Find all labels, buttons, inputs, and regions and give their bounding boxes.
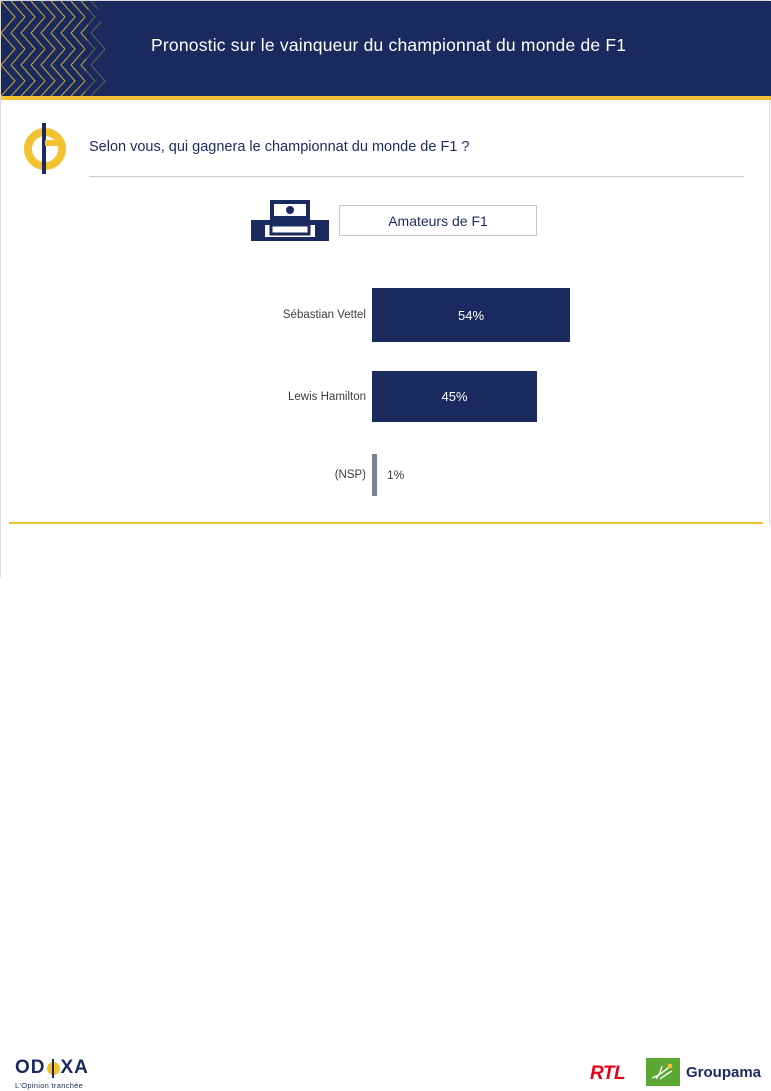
header-chevron-pattern-icon <box>1 1 121 96</box>
groupama-leaf-glyph-icon <box>646 1058 680 1086</box>
table-row <box>1 454 771 496</box>
groupama-leaf-icon <box>646 1058 680 1086</box>
bar-category-label: Lewis Hamilton <box>288 390 366 403</box>
odoxa-tagline: L'Opinion tranchée <box>15 1081 84 1090</box>
bar-chart <box>1 276 771 516</box>
groupama-logo <box>646 1058 761 1086</box>
rtl-logo: RTL <box>590 1063 626 1084</box>
bar-category-label: (NSP) <box>334 469 366 481</box>
footer <box>1 524 771 1090</box>
segment-label: Amateurs de F1 <box>388 212 488 229</box>
page-title: Pronostic sur le vainqueur du championnat du monde de F1 <box>151 35 627 55</box>
bar-track <box>372 454 702 496</box>
odoxa-wordmark <box>15 1057 195 1079</box>
podium-icon <box>247 198 333 243</box>
header-banner <box>1 1 771 96</box>
bar-value-label: 1% <box>387 468 405 482</box>
bar-fill: 45% <box>372 371 537 422</box>
table-row <box>1 288 771 342</box>
question-divider <box>89 176 744 177</box>
header-gold-rule <box>1 96 771 100</box>
bar-track <box>372 371 702 422</box>
odoxa-dot-icon <box>47 1062 60 1075</box>
bar-track <box>372 288 702 342</box>
bar-fill <box>372 454 377 496</box>
odoxa-logo <box>15 1057 195 1090</box>
table-row <box>1 371 771 422</box>
question-text: Selon vous, qui gagnera le championnat du monde de F1 ? <box>89 139 470 155</box>
odoxa-word-part1: OD <box>15 1057 46 1078</box>
bar-category-label: Sébastian Vettel <box>282 309 366 321</box>
odoxa-word-part2: XA <box>60 1057 89 1078</box>
segment-label-box <box>339 205 537 236</box>
odoxa-o-icon <box>21 121 69 176</box>
bar-fill: 54% <box>372 288 570 342</box>
groupama-wordmark: Groupama <box>686 1063 762 1081</box>
